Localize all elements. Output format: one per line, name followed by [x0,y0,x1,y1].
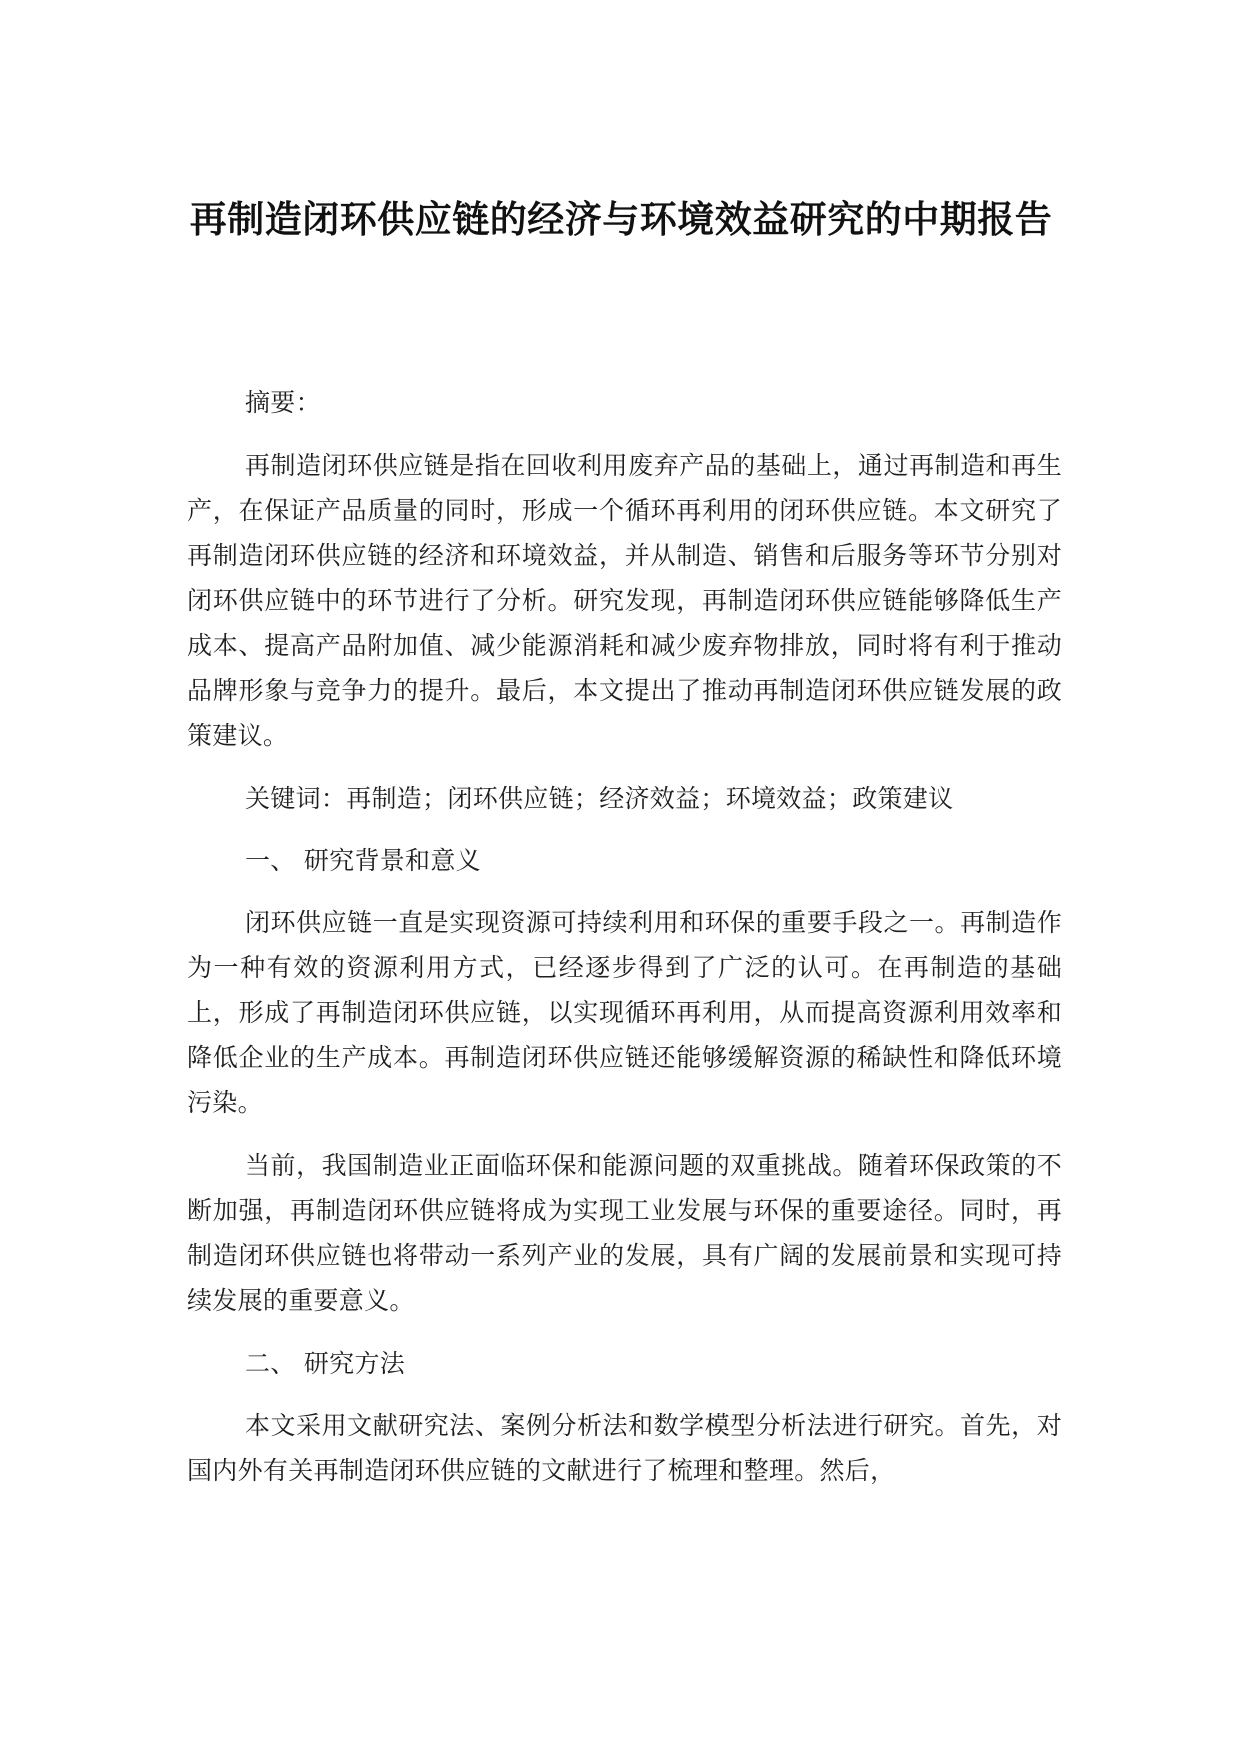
section-paragraph: 本文采用文献研究法、案例分析法和数学模型分析法进行研究。首先，对国内外有关再制造闭环供应链的文献进行了梳理和整理。然后， [187,1411,1062,1485]
abstract-paragraph: 再制造闭环供应链是指在回收利用废弃产品的基础上，通过再制造和再生产，在保证产品质量的同时，形成一个循环再利用的闭环供应链。本文研究了再制造闭环供应链的经济和环境效益，并从制造、销售和后服务等环节分别对闭环供应链中的环节进行了分析。研究发现，再制造闭环供应链能够降低生产成本、提高产品附加值、减少能源消耗和减少废弃物排放，同时将有利于推动品牌形象与竞争力的提升。最后，本文提出了推动再制造闭环供应链发展的政策建议。 [187,451,1062,750]
section-paragraph: 当前，我国制造业正面临环保和能源问题的双重挑战。随着环保政策的不断加强，再制造闭环供应链将成为实现工业发展与环保的重要途径。同时，再制造闭环供应链也将带动一系列产业的发展，具有广阔的发展前景和实现可持续发展的重要意义。 [187,1151,1062,1315]
section-paragraph: 闭环供应链一直是实现资源可持续利用和环保的重要手段之一。再制造作为一种有效的资源利用方式，已经逐步得到了广泛的认可。在再制造的基础上，形成了再制造闭环供应链，以实现循环再利用，从而提高资源利用效率和降低企业的生产成本。再制造闭环供应链还能够缓解资源的稀缺性和降低环境污染。 [187,908,1062,1117]
document-title: 再制造闭环供应链的经济与环境效益研究的中期报告 [189,198,1053,241]
keywords-line: 关键词：再制造；闭环供应链；经济效益；环境效益；政策建议 [245,784,954,813]
abstract-label: 摘要： [245,388,321,417]
document-body [187,380,1062,1493]
section-heading-method: 二、 研究方法 [245,1349,406,1378]
section-heading-background: 一、 研究背景和意义 [245,846,481,875]
